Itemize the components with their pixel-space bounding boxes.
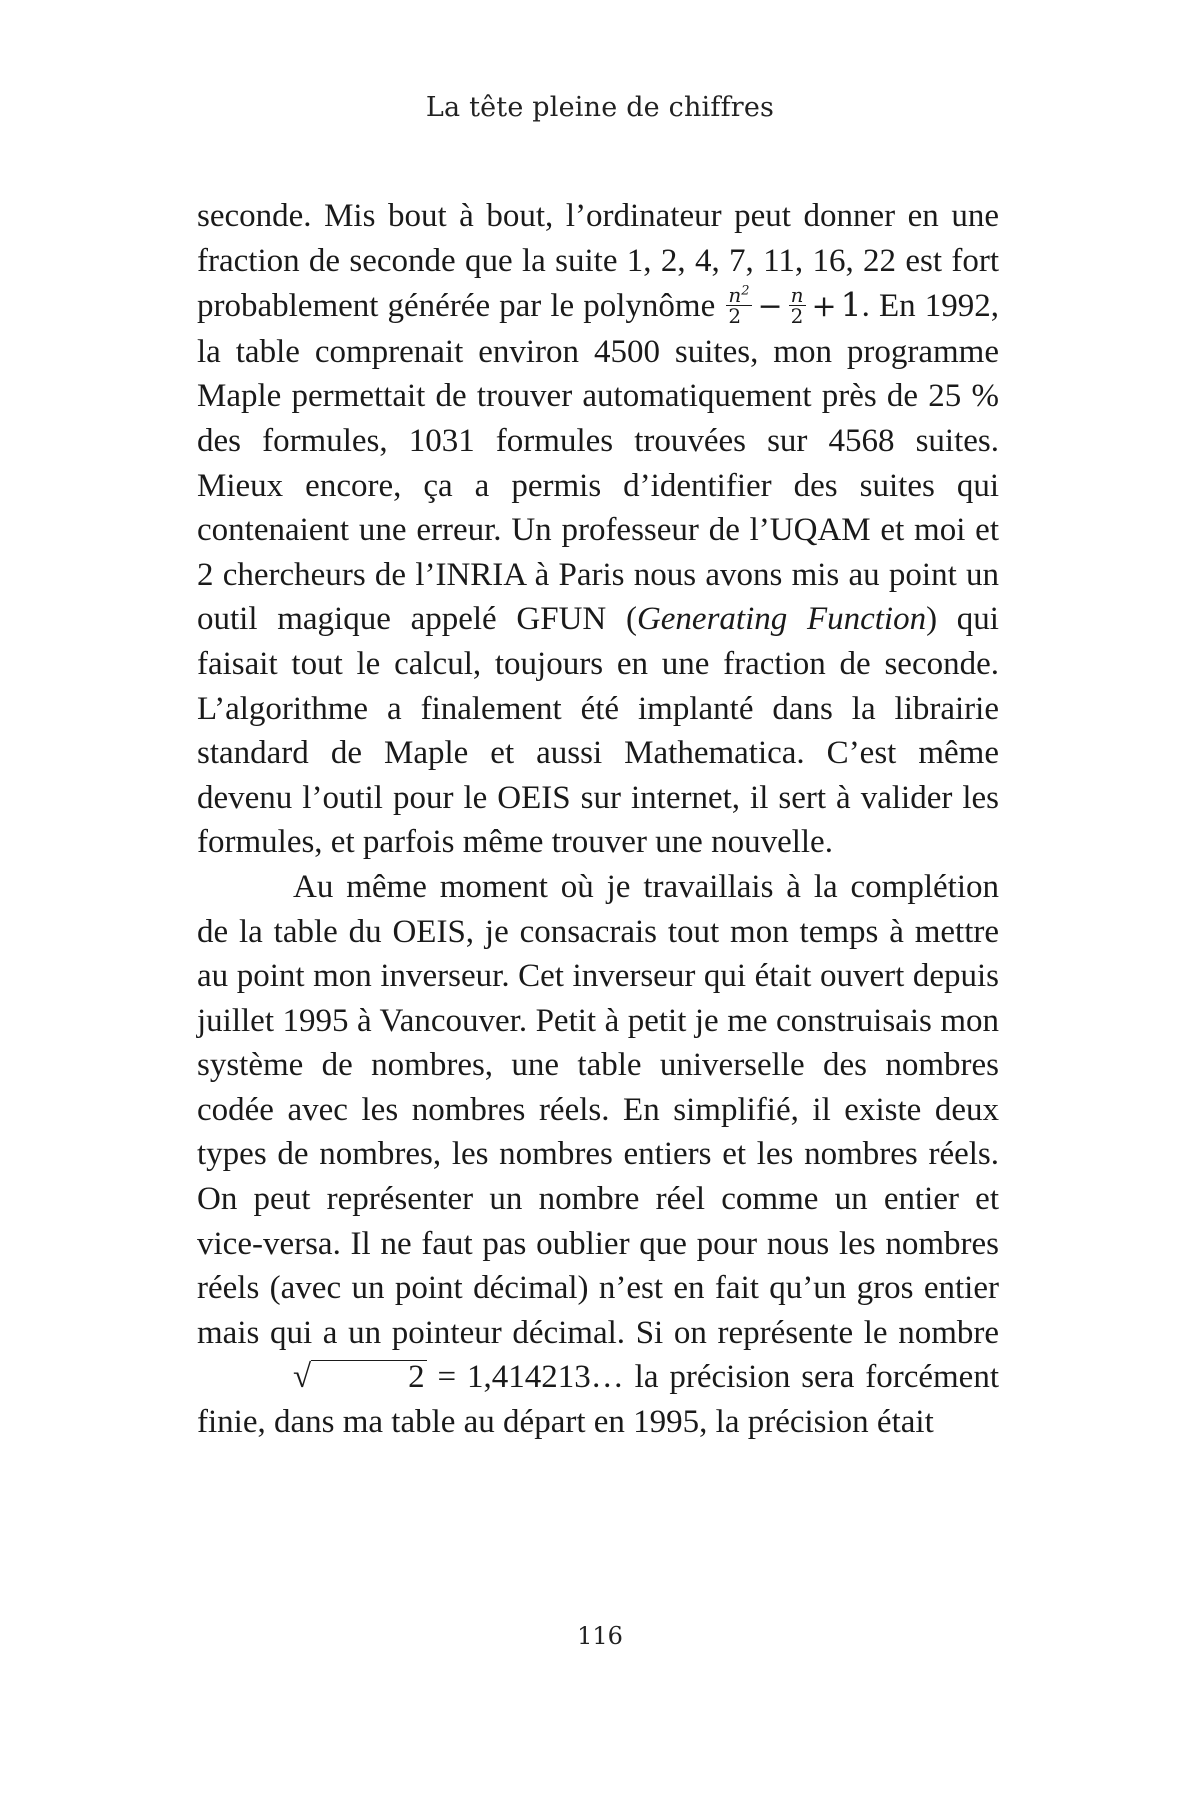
- fraction-n-over-2: [789, 282, 806, 328]
- minus-sign: −: [757, 289, 783, 325]
- paragraph-1-italic: Generating Function: [636, 601, 927, 638]
- paragraph-1: [197, 194, 999, 865]
- paragraph-1-text-a: seconde. Mis bout à bout, l’ordinateur peut donner en une fraction de seconde que la suite 1, 2, 4, 7, 11, 16, 22 est fort probablement générée par le polynôme: [197, 198, 999, 325]
- fraction-1-denominator: 2: [728, 303, 742, 328]
- page-number: 116: [577, 1622, 623, 1650]
- paragraph-2-text-a: Au même moment où je travaillais à la complétion de la table du OEIS, je consacrais tout mon temps à mettre au point mon inverseur. Cet inverseur qui était ouvert depuis juillet 1995 à Vancouver. Petit à petit je me construisais mon système de nombres, une table universelle des nombres codée avec les nombres réels. En simplifié, il existe deux types de nombres, les nombres entiers et les nombres réels. On peut représenter un nombre réel comme un entier et vice-versa. Il ne faut pas oublier que pour nous les nombres réels (avec un point décimal) n’est en fait qu’un gros entier mais qui a un pointeur décimal. Si on représente le nombre: [197, 868, 999, 1351]
- paragraph-1-text-c: ) qui faisait tout le calcul, toujours en une fraction de seconde. L’algorithme a finalement été implanté dans la librairie standard de Maple et aussi Mathematica. C’est même devenu l’outil pour le OEIS sur internet, il sert à valider les formules, et parfois même trouver une nouvelle.: [197, 601, 999, 861]
- radical-icon: √: [293, 1359, 312, 1396]
- formula-constant: 1: [840, 285, 862, 325]
- fraction-2-denominator: 2: [790, 303, 804, 328]
- fraction-1-numerator: n: [728, 282, 742, 307]
- paragraph-2: [197, 865, 999, 1445]
- paragraph-1-text-b: . En 1992, la table comprenait environ 4500 suites, mon programme Maple permettait de trouver automatiquement près de 25 % des formules, 1031 formules trouvées sur 4568 suites. Mieux encore, ça a permis d’identifier des suites qui contenaient une erreur. Un professeur de l’UQAM et moi et 2 chercheurs de l’INRIA à Paris nous avons mis au point un outil magique appelé GFUN (: [197, 288, 999, 638]
- radicand: 2: [311, 1360, 427, 1393]
- paragraph-2-text-b: = 1,414213… la précision sera forcément finie, dans ma table au départ en 1995, la précision était: [197, 1359, 999, 1441]
- fraction-1-exponent: 2: [741, 283, 750, 299]
- running-title: La tête pleine de chiffres: [425, 92, 775, 123]
- fraction-2-numerator: n: [790, 282, 804, 307]
- fraction-n-squared-over-2: [726, 282, 751, 328]
- plus-sign: +: [811, 289, 837, 325]
- polynomial-formula: [724, 282, 862, 328]
- body-text: [197, 194, 999, 1445]
- square-root-of-2: [197, 1355, 427, 1400]
